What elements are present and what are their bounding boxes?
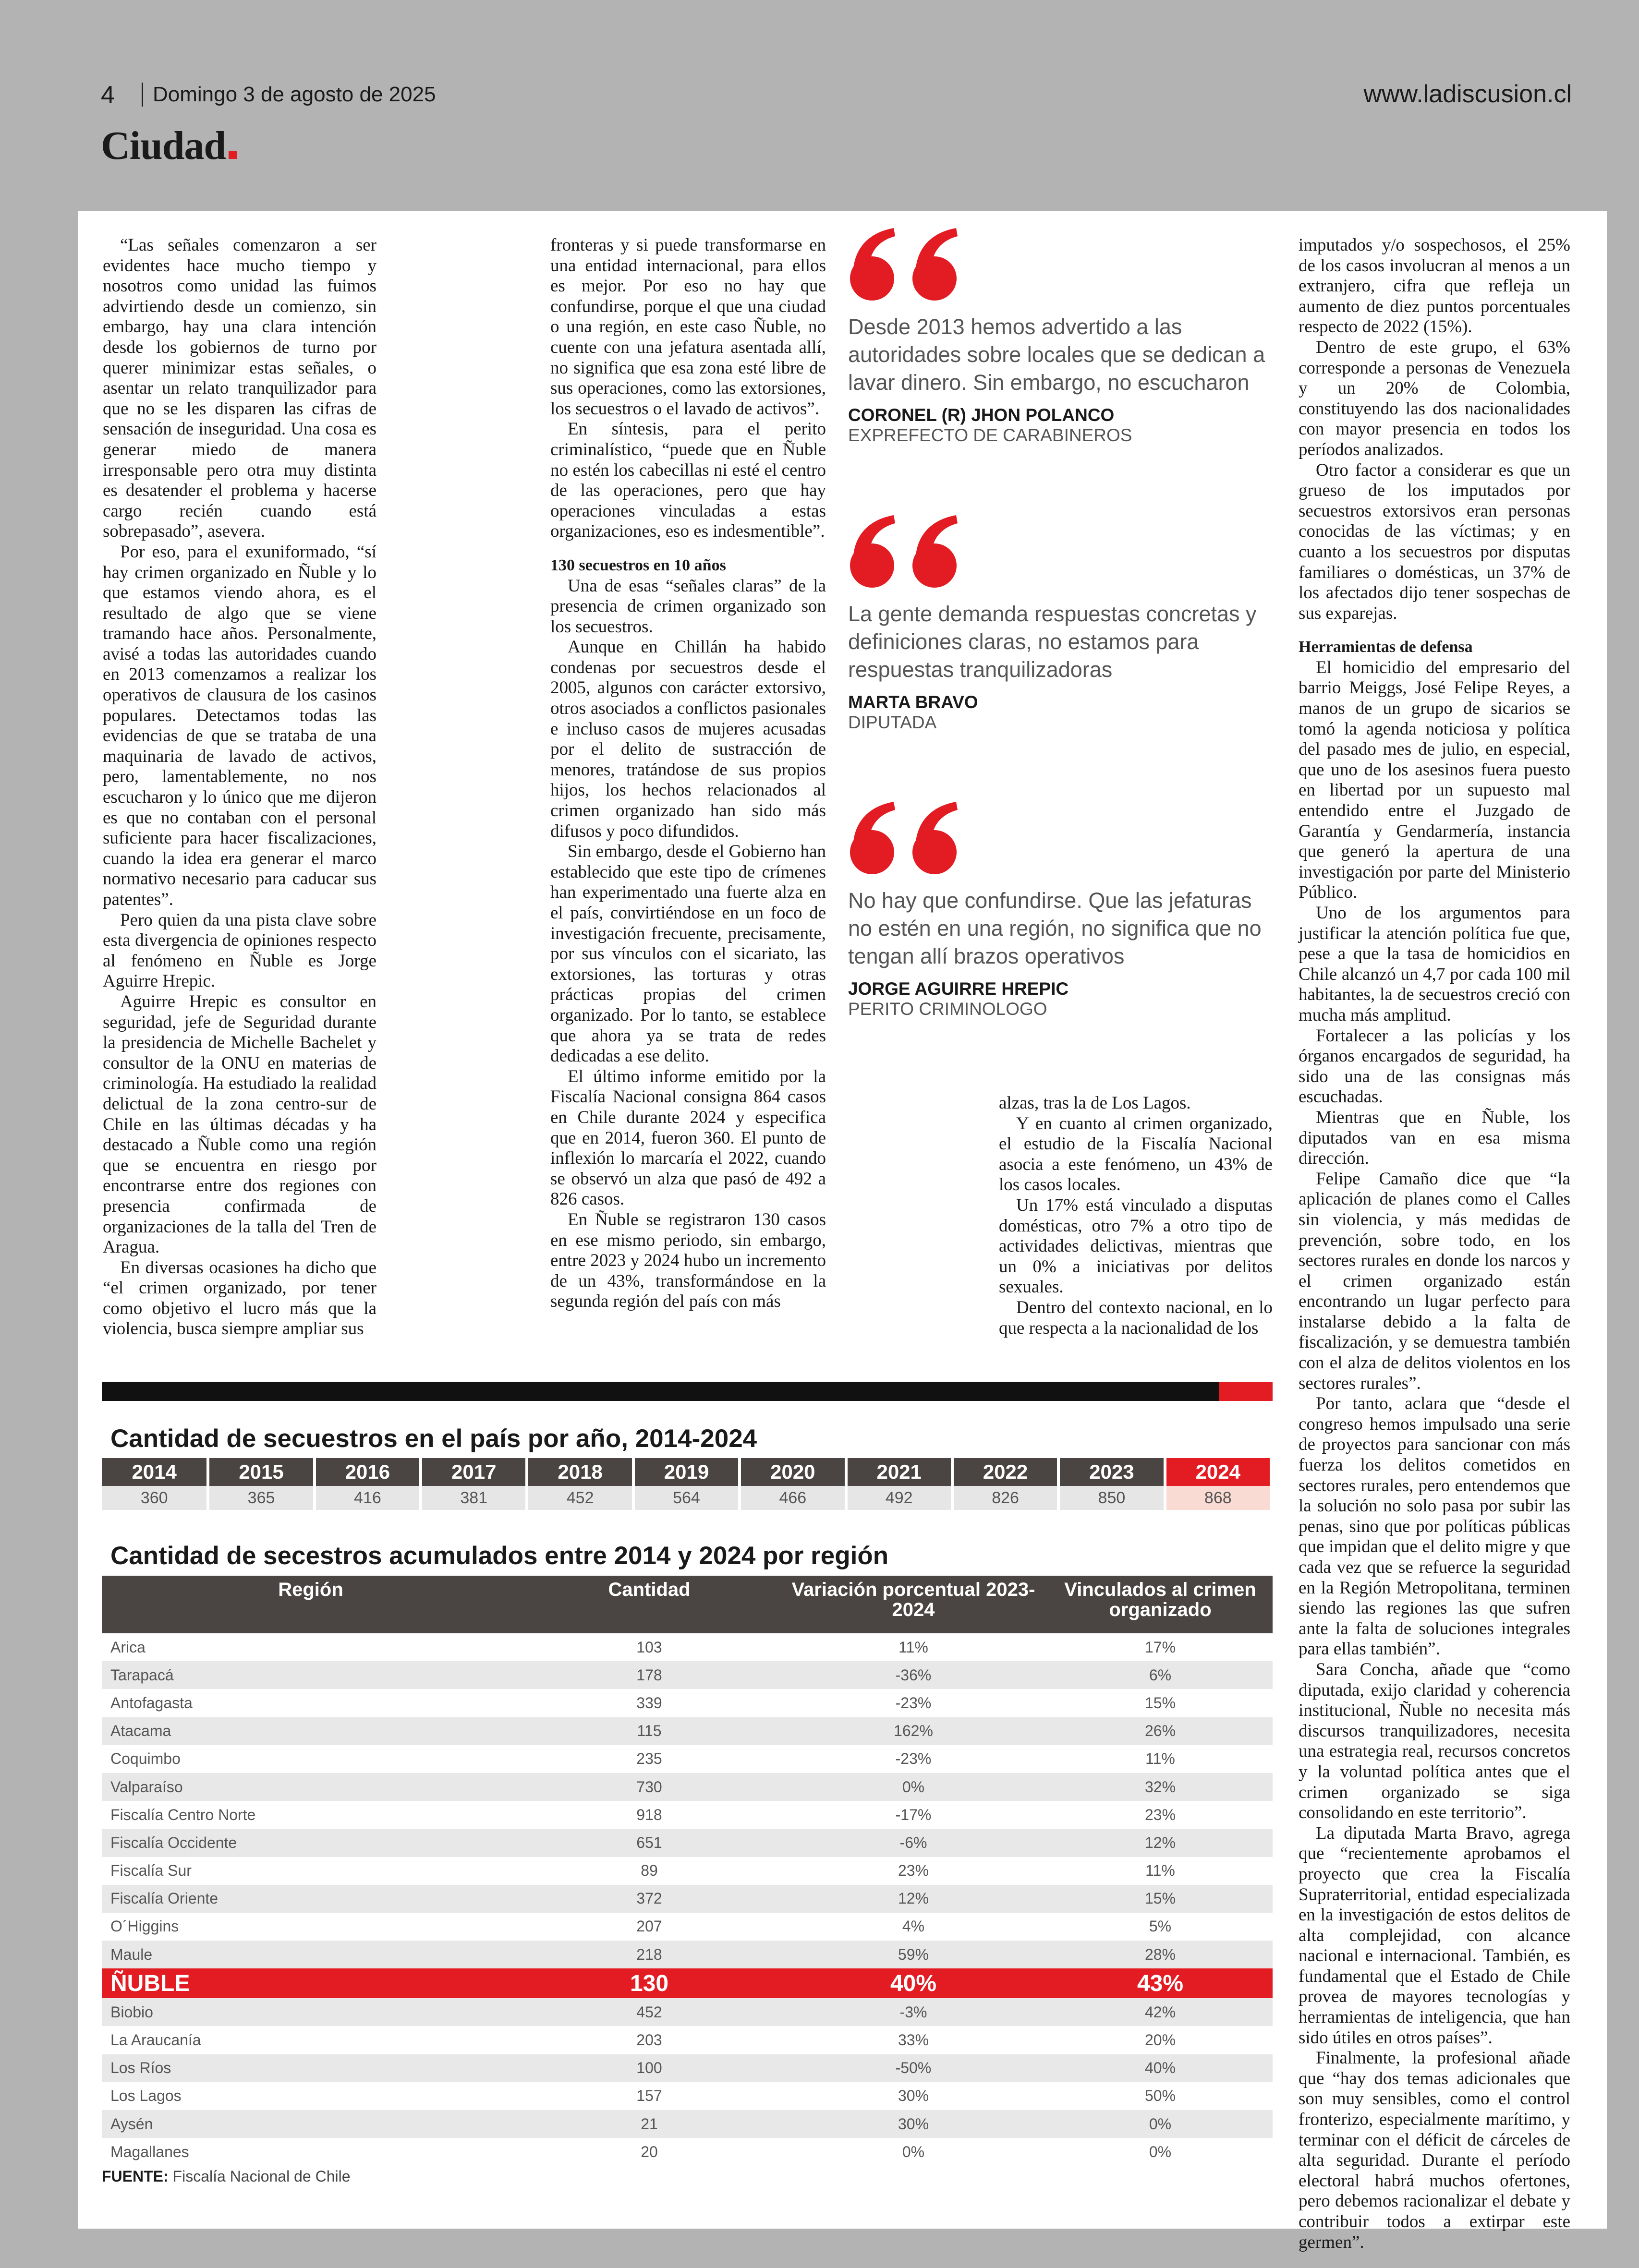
- quantity-cell: 207: [636, 1918, 662, 1935]
- yearly-table-title: Cantidad de secuestros en el país por año, 2014-2024: [110, 1424, 757, 1453]
- paragraph: Otro factor a considerar es que un grueso de los imputados por secuestros extorsivos eran personas conocidas de las víctimas; y en cuanto a los secuestros por disputas familiares o domésticas, un 37% de los afectados dijo tener sospechas de sus exparejas.: [1299, 460, 1570, 623]
- region-name: ÑUBLE: [102, 1968, 520, 1998]
- table-row: [102, 1661, 1273, 1689]
- organized-crime-cell: 42%: [1048, 1998, 1273, 2026]
- quantity-cell: 730: [520, 1773, 779, 1801]
- page-number: 4: [101, 81, 115, 109]
- article-column-2: [550, 235, 826, 1312]
- region-name: Antofagasta: [110, 1694, 193, 1712]
- organized-crime-cell: 11%: [1145, 1862, 1175, 1880]
- region-name: La Araucanía: [110, 2031, 201, 2049]
- paragraph: alzas, tras la de Los Lagos.: [999, 1093, 1191, 1113]
- variation-cell: 4%: [902, 1918, 925, 1935]
- paragraph: Finalmente, la profesional añade que “hay dos temas adicionales que son muy sensibles, como el control fronterizo, especialmente marítimo, y terminar con el déficit de cárceles de alta seguridad. Durante el período electoral habrá muchos ofertones, pero debemos racionalizar el debate y contribuir todos a extirpar este germen”.: [1299, 2048, 1570, 2252]
- year-value: 492: [846, 1486, 952, 1510]
- paragraph: En diversas ocasiones ha dicho que “el crimen organizado, por tener como objetivo el lucro más que la violencia, busca siempre ampliar sus: [103, 1257, 376, 1339]
- variation-cell: 23%: [898, 1862, 929, 1880]
- region-name: Fiscalía Centro Norte: [110, 1806, 256, 1823]
- paragraph: Dentro de este grupo, el 63% corresponde a personas de Venezuela y un 20% de Colombia, constituyendo las dos nacionalidades con mayor presencia en todos los períodos analizados.: [1299, 337, 1570, 459]
- region-name: Fiscalía Sur: [110, 1862, 192, 1880]
- quantity-cell: 339: [636, 1694, 662, 1712]
- organized-crime-cell: 15%: [1048, 1885, 1273, 1913]
- quote-mark-icon: [848, 799, 978, 876]
- quote-role: DIPUTADA: [848, 712, 937, 732]
- quantity-cell: 100: [520, 2054, 779, 2082]
- table-divider-black: [102, 1382, 1219, 1401]
- year-header: 2017: [421, 1458, 527, 1486]
- year-value: 381: [421, 1486, 527, 1510]
- table-source: FUENTE: Fiscalía Nacional de Chile: [102, 2168, 351, 2185]
- table-row: [102, 1689, 1273, 1717]
- year-header: 2015: [208, 1458, 314, 1486]
- organized-crime-cell: 50%: [1144, 2087, 1176, 2105]
- year-value: 416: [315, 1486, 421, 1510]
- variation-cell: 30%: [779, 2110, 1048, 2138]
- table-row: [102, 1745, 1273, 1773]
- region-name: Tarapacá: [102, 1661, 520, 1689]
- organized-crime-cell: 26%: [1048, 1717, 1273, 1745]
- quantity-cell: 372: [520, 1885, 779, 1913]
- quantity-cell: 918: [636, 1806, 662, 1823]
- article-column-3: [999, 1093, 1273, 1339]
- year-value: 850: [1058, 1486, 1165, 1510]
- year-header: 2022: [952, 1458, 1058, 1486]
- paragraph: Un 17% está vinculado a disputas domésticas, otro 7% a otro tipo de actividades delictivas, mientras que un 0% a iniciativas por delitos sexuales.: [999, 1195, 1273, 1297]
- table-row: [102, 1941, 1273, 1968]
- table-row: [102, 1968, 1273, 1998]
- paragraph: Aguirre Hrepic es consultor en seguridad, jefe de Seguridad durante la presidencia de Michelle Bachelet y consultor de la ONU en materias de criminología. Ha estudiado la realidad delictual de la zona centro-sur de Chile en las últimas décadas y ha destacado a Ñuble como una región que se encuentra en riesgo por encontrarse entre dos regiones con presencia confirmada de organizaciones de la talla del Tren de Aragua.: [103, 991, 376, 1257]
- table-row: [102, 2026, 1273, 2054]
- organized-crime-cell: 6%: [1048, 1661, 1273, 1689]
- quote-role: EXPREFECTO DE CARABINEROS: [848, 425, 1132, 445]
- quantity-cell: 21: [520, 2110, 779, 2138]
- table-row: [102, 2082, 1273, 2110]
- quantity-cell: 157: [636, 2087, 662, 2105]
- quote-author: MARTA BRAVO: [848, 692, 978, 712]
- region-name: Biobio: [102, 1998, 520, 2026]
- paragraph: Sin embargo, desde el Gobierno han establecido que este tipo de crímenes han experimentado una fuerte alza en el país, convirtiéndose en un foco de investigación frecuente, precisamente, por sus vínculos con el sicariato, las extorsiones, las torturas y otras prácticas propias del crimen organizado. Por lo tanto, se establece que ahora ya se trata de redes dedicadas a ese delito.: [550, 842, 826, 1066]
- region-name: Valparaíso: [102, 1773, 520, 1801]
- paragraph: Una de esas “señales claras” de la presencia de crimen organizado son los secuestros.: [550, 576, 826, 637]
- table-row: [102, 2054, 1273, 2082]
- quantity-cell: 103: [636, 1638, 662, 1656]
- quote-author: JORGE AGUIRRE HREPIC: [848, 979, 1069, 999]
- variation-cell: 40%: [779, 1968, 1048, 1998]
- column-header-region: Región: [102, 1576, 520, 1633]
- table-row: [102, 1633, 1273, 1661]
- quote-text: La gente demanda respuestas concretas y definiciones claras, no estamos para respuestas tranquilizadoras: [848, 602, 1257, 682]
- subheading: Herramientas de defensa: [1299, 638, 1473, 656]
- quantity-cell: 20: [641, 2143, 658, 2160]
- pull-quote: [848, 226, 1271, 446]
- organized-crime-cell: 20%: [1144, 2031, 1176, 2049]
- year-value: 466: [740, 1486, 846, 1510]
- region-name: Arica: [110, 1638, 146, 1656]
- organized-crime-cell: 43%: [1048, 1968, 1273, 1998]
- article-column-1: [103, 235, 376, 1339]
- organized-crime-cell: 11%: [1145, 1750, 1175, 1768]
- year-header: 2024: [1165, 1458, 1271, 1486]
- year-header: 2016: [315, 1458, 421, 1486]
- paragraph: Mientras que en Ñuble, los diputados van en esa misma dirección.: [1299, 1107, 1570, 1169]
- variation-cell: 30%: [898, 2087, 929, 2105]
- variation-cell: 59%: [779, 1941, 1048, 1968]
- paragraph: “Las señales comenzaron a ser evidentes hace mucho tiempo y nosotros como unidad las fuimos advirtiendo desde un comienzo, sin embargo, hay una clara intención desde los gobiernos de turno por querer minimizar estas señales, o asentar un relato tranquilizador para que no se les disparen las cifras de sensación de inseguridad. Una cosa es generar miedo de manera irresponsable pero otra muy distinta es desatender el problema y hacerse cargo recién cuando está sobrepasado”, asevera.: [103, 235, 376, 542]
- variation-cell: 0%: [902, 2143, 925, 2160]
- paragraph: El homicidio del empresario del barrio Meiggs, José Felipe Reyes, a manos de un grupo de sicarios se tomó la agenda noticiosa y política del pasado mes de julio, en especial, que uno de los asesinos fuera puesto en libertad por un supuesto mal entendido entre el Juzgado de Garantía y Gendarmería, instancia que generó la apertura de una investigación por parte del Ministerio Público.: [1299, 657, 1570, 903]
- pull-quote: [848, 513, 1271, 733]
- year-value: 826: [952, 1486, 1058, 1510]
- page-date: Domingo 3 de agosto de 2025: [153, 83, 436, 106]
- column-header-variation: Variación porcentual 2023-2024: [779, 1576, 1048, 1633]
- paragraph: Dentro del contexto nacional, en lo que respecta a la nacionalidad de los: [999, 1297, 1273, 1338]
- organized-crime-cell: 0%: [1048, 2110, 1273, 2138]
- variation-cell: -50%: [779, 2054, 1048, 2082]
- variation-cell: -3%: [779, 1998, 1048, 2026]
- quote-mark-icon: [848, 513, 978, 590]
- quantity-cell: 235: [636, 1750, 662, 1768]
- quantity-cell: 130: [520, 1968, 779, 1998]
- website-link[interactable]: www.ladiscusion.cl: [1363, 80, 1572, 108]
- variation-cell: -17%: [895, 1806, 932, 1823]
- paragraph: Y en cuanto al crimen organizado, el estudio de la Fiscalía Nacional asocia a este fenómeno, un 43% de los casos locales.: [999, 1113, 1273, 1195]
- organized-crime-cell: 0%: [1149, 2143, 1172, 2160]
- quantity-cell: 452: [520, 1998, 779, 2026]
- paragraph: Fortalecer a las policías y los órganos encargados de seguridad, ha sido una de las consignas más escuchadas.: [1299, 1025, 1570, 1107]
- region-name: Aysén: [102, 2110, 520, 2138]
- year-header: 2023: [1058, 1458, 1165, 1486]
- quote-mark-icon: [848, 226, 978, 302]
- quote-role: PERITO CRIMINOLOGO: [848, 999, 1047, 1019]
- quote-author: CORONEL (R) JHON POLANCO: [848, 405, 1115, 425]
- year-value: 452: [527, 1486, 633, 1510]
- year-header: 2020: [740, 1458, 846, 1486]
- region-name: Los Lagos: [110, 2087, 182, 2105]
- paragraph: La diputada Marta Bravo, agrega que “recientemente aprobamos el proyecto que crea la Fiscalía Supraterritorial, entidad especializada en la investigación de estos delitos de alta complejidad, con alcance nacional e internacional. También, es fundamental que el Estado de Chile provea de mayores tecnologías y herramientas de inteligencia, que han sido útiles en otros países”.: [1299, 1823, 1570, 2048]
- year-header: 2021: [846, 1458, 952, 1486]
- paragraph: Sara Concha, añade que “como diputada, exijo claridad y coherencia institucional, Ñuble no necesita más discursos tranquilizadores, necesita una estrategia real, recursos concretos y la voluntad política antes que el crimen organizado se siga consolidando en este territorio”.: [1299, 1659, 1570, 1823]
- region-name: Maule: [102, 1941, 520, 1968]
- variation-cell: -36%: [779, 1661, 1048, 1689]
- year-value: 868: [1165, 1486, 1271, 1510]
- region-name: Fiscalía Occidente: [102, 1829, 520, 1857]
- quantity-cell: 651: [520, 1829, 779, 1857]
- table-row: [102, 1717, 1273, 1745]
- variation-cell: -23%: [895, 1750, 932, 1768]
- paragraph: Uno de los argumentos para justificar la atención política fue que, pese a que la tasa de homicidios en Chile alcanzó un 4,7 por cada 100 mil habitantes, la de secuestros creció con mucha más amplitud.: [1299, 903, 1570, 1025]
- variation-cell: 0%: [779, 1773, 1048, 1801]
- paragraph: Por tanto, aclara que “desde el congreso hemos impulsado una serie de proyectos para sancionar con más fuerza los delitos cometidos en sectores rurales, pero entendemos que la solución no solo pasa por subir las penas, sino que por políticas públicas que impidan que el delito migre y que cada vez que se refuerce la seguridad en la Región Metropolitana, terminen siendo las regiones las que sufren ante la falta de soluciones integrales para ellas también”.: [1299, 1394, 1570, 1659]
- region-name: Atacama: [102, 1717, 520, 1745]
- variation-cell: 12%: [779, 1885, 1048, 1913]
- variation-cell: 11%: [898, 1638, 928, 1656]
- organized-crime-cell: 28%: [1048, 1941, 1273, 1968]
- year-value: 564: [633, 1486, 740, 1510]
- table-row: [102, 1913, 1273, 1941]
- organized-crime-cell: 12%: [1048, 1829, 1273, 1857]
- quote-text: Desde 2013 hemos advertido a las autoridades sobre locales que se dedican a lavar dinero. Sin embargo, no escucharon: [848, 314, 1265, 395]
- year-value: 365: [208, 1486, 314, 1510]
- quote-text: No hay que confundirse. Que las jefaturas no estén en una región, no significa que no tengan allí brazos operativos: [848, 888, 1262, 968]
- section-dot: [229, 151, 237, 159]
- year-header: 2014: [102, 1458, 208, 1486]
- year-header: 2018: [527, 1458, 633, 1486]
- table-row: [102, 1801, 1273, 1829]
- subheading: 130 secuestros en 10 años: [550, 556, 726, 574]
- paragraph: En síntesis, para el perito criminalístico, “puede que en Ñuble no estén los cabecillas ni esté el centro de las operaciones, pero que hay operaciones vinculadas a estas organizaciones, eso es indesmentible”.: [550, 419, 826, 542]
- paragraph: fronteras y si puede transformarse en una entidad internacional, para ellos es mejor. Por eso no hay que confundirse, porque el que una ciudad o una región, en este caso Ñuble, no cuente con una jefatura asentada allí, no significa que esa zona esté libre de sus operaciones, como las extorsiones, los secuestros o el lavado de activos”.: [550, 235, 826, 419]
- paragraph: imputados y/o sospechosos, el 25% de los casos involucran al menos a un extranjero, cifra que refleja un aumento de diez puntos porcentuales respecto de 2022 (15%).: [1299, 235, 1570, 337]
- region-name: Coquimbo: [110, 1750, 181, 1768]
- variation-cell: 162%: [779, 1717, 1048, 1745]
- region-name: Fiscalía Oriente: [102, 1885, 520, 1913]
- year-value: 360: [102, 1486, 208, 1510]
- column-header-organized-crime: Vinculados al crimen organizado: [1048, 1576, 1273, 1633]
- region-name: Magallanes: [110, 2143, 189, 2160]
- region-name: O´Higgins: [110, 1918, 179, 1935]
- organized-crime-cell: 23%: [1144, 1806, 1176, 1823]
- paragraph: Aunque en Chillán ha habido condenas por secuestros desde el 2005, algunos con carácter extorsivo, otros asociados a conflictos pasionales e incluso casos de mujeres acusadas por el delito de sustracción de menores, tratándose de sus propios hijos, los hechos relacionados al crimen organizado han sido más difusos y poco difundidos.: [550, 637, 826, 841]
- organized-crime-cell: 17%: [1144, 1638, 1176, 1656]
- quantity-cell: 89: [641, 1862, 658, 1880]
- paragraph: Felipe Camaño dice que “la aplicación de planes como el Calles sin violencia, y más medidas de prevención, sobre todo, en los sectores rurales en donde los narcos y el crimen organizado están encontrando un lugar perfecto para instalarse debido a la falta de fiscalización, y se demuestra también con el alza de delitos violentos en los sectores rurales”.: [1299, 1169, 1570, 1393]
- quantity-cell: 178: [520, 1661, 779, 1689]
- header-divider: [142, 83, 143, 107]
- table-row: [102, 1998, 1273, 2026]
- organized-crime-cell: 15%: [1144, 1694, 1176, 1712]
- variation-cell: 33%: [898, 2031, 929, 2049]
- quantity-cell: 115: [520, 1717, 779, 1745]
- paragraph: En Ñuble se registraron 130 casos en ese mismo periodo, sin embargo, entre 2023 y 2024 hubo un incremento de un 43%, transformándose en la segunda región del país con más: [550, 1209, 826, 1312]
- table-row: [102, 2138, 1273, 2166]
- organized-crime-cell: 40%: [1048, 2054, 1273, 2082]
- region-kidnappings-table: [102, 1576, 1273, 2166]
- table-row: [102, 1829, 1273, 1857]
- article-column-4: [1299, 235, 1570, 2253]
- table-row: [102, 1885, 1273, 1913]
- yearly-kidnappings-table: [102, 1458, 1273, 1510]
- paragraph: El último informe emitido por la Fiscalía Nacional consigna 864 casos en Chile durante 2024 y especifica que en 2014, fueron 360. El punto de inflexión lo marcaría el 2022, cuando se observó un alza que pasó de 492 a 826 casos.: [550, 1066, 826, 1209]
- pull-quote: [848, 799, 1271, 1019]
- table-row: [102, 2110, 1273, 2138]
- region-name: Los Ríos: [102, 2054, 520, 2082]
- section-title: Ciudad: [101, 122, 237, 169]
- year-header: 2019: [633, 1458, 740, 1486]
- paragraph: Pero quien da una pista clave sobre esta divergencia de opiniones respecto al fenómeno en Ñuble es Jorge Aguirre Hrepic.: [103, 910, 376, 991]
- variation-cell: -6%: [779, 1829, 1048, 1857]
- table-divider-red: [1219, 1382, 1273, 1401]
- paragraph: Por eso, para el exuniformado, “sí hay crimen organizado en Ñuble y lo que estamos viendo ahora, es el resultado de algo que se viene tramando hace años. Personalmente, avisé a todas las autoridades cuando en 2013 comenzamos a realizar los operativos de clausura de los casinos populares. Detectamos todas las evidencias de que se trataba de una maquinaria de lavado de activos, pero, lamentablemente, no nos escucharon y lo único que me dijeron es que no contaban con el personal suficiente para hacer fiscalizaciones, cuando la idea era generar el marco normativo necesario para caducar sus patentes”.: [103, 542, 376, 909]
- table-row: [102, 1773, 1273, 1801]
- column-header-quantity: Cantidad: [520, 1576, 779, 1633]
- region-table-title: Cantidad de secestros acumulados entre 2014 y 2024 por región: [110, 1542, 889, 1570]
- quantity-cell: 203: [636, 2031, 662, 2049]
- table-row: [102, 1857, 1273, 1885]
- organized-crime-cell: 5%: [1149, 1918, 1172, 1935]
- quantity-cell: 218: [520, 1941, 779, 1968]
- variation-cell: -23%: [895, 1694, 932, 1712]
- organized-crime-cell: 32%: [1048, 1773, 1273, 1801]
